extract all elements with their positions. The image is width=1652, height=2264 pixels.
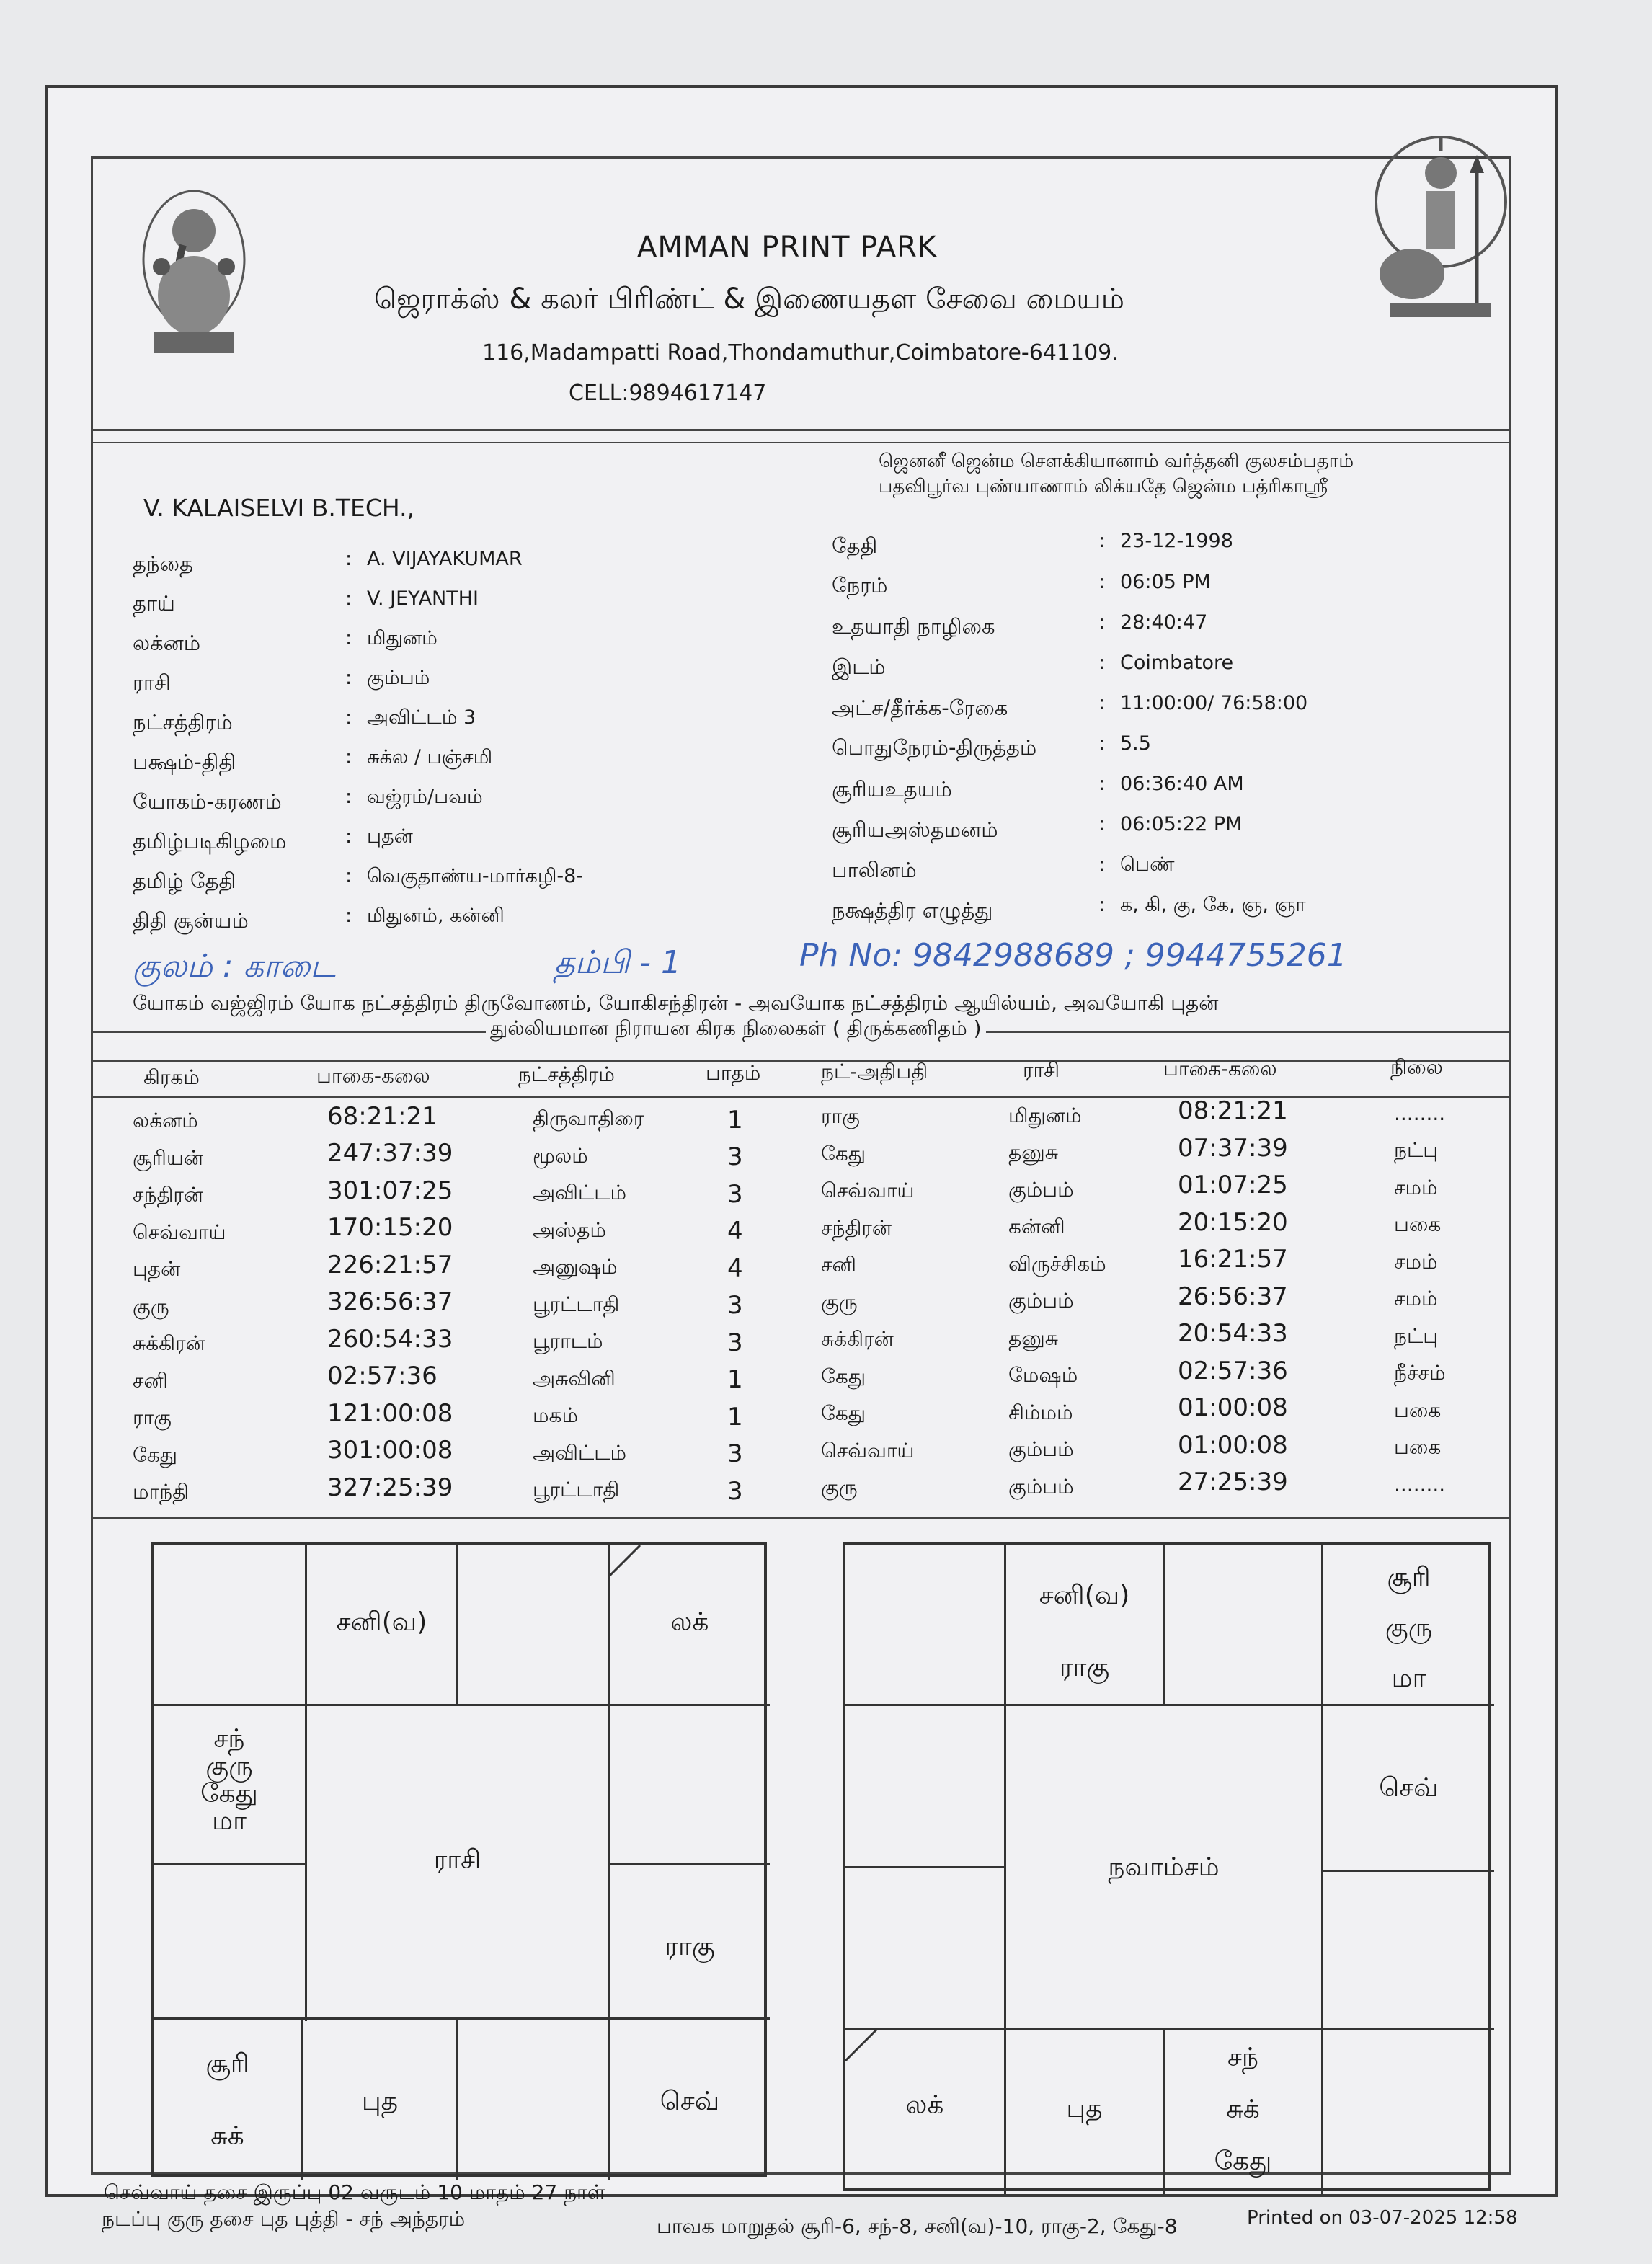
- table-cell: திருவாதிரை: [533, 1106, 644, 1130]
- table-bottom-line: [93, 1517, 1509, 1519]
- detail-sep: :: [345, 865, 352, 887]
- table-cell: அவிட்டம்: [533, 1440, 627, 1465]
- detail-sep: :: [1098, 692, 1106, 714]
- detail-sep: :: [345, 627, 352, 649]
- column-header: நட்-அதிபதி: [821, 1060, 928, 1083]
- rasi-house-2: சனி(வ): [336, 1607, 427, 1637]
- detail-sep: :: [1098, 773, 1106, 795]
- detail-value: 28:40:47: [1120, 611, 1208, 634]
- handwritten-sibling: தம்பி - 1: [554, 944, 682, 981]
- current-dasa: நடப்பு குரு தசை புத புத்தி - சந் அந்தரம்: [102, 2207, 466, 2231]
- detail-value: மிதுனம்: [367, 627, 438, 649]
- table-cell: 01:00:08: [1178, 1430, 1288, 1460]
- detail-value: பெண்: [1120, 853, 1175, 876]
- table-cell: 07:37:39: [1178, 1133, 1288, 1163]
- table-cell: பூரட்டாதி: [533, 1292, 620, 1316]
- rasi-center-label: ராசி: [433, 1845, 481, 1875]
- detail-value: சுக்ல / பஞ்சமி: [367, 746, 493, 768]
- table-cell: சமம்: [1394, 1287, 1438, 1310]
- detail-label: நக்ஷத்திர எழுத்து: [832, 898, 993, 923]
- detail-label: தமிழ்படிகிழமை: [133, 829, 287, 853]
- header-divider: [93, 429, 1509, 431]
- detail-sep: :: [345, 746, 352, 768]
- table-cell: 326:56:37: [327, 1287, 453, 1316]
- table-cell: மிதுனம்: [1008, 1103, 1082, 1127]
- table-cell: அனுஷம்: [533, 1255, 618, 1279]
- column-header: பாதம்: [706, 1061, 761, 1085]
- table-cell: விருச்சிகம்: [1008, 1251, 1106, 1276]
- detail-value: க, கி, கு, கே, ஞ, ஞா: [1120, 894, 1306, 916]
- yoga-line: யோகம் வஜ்ஜிரம் யோக நட்சத்திரம் திருவோணம், யோகிசந்திரன் - அவயோக நட்சத்திரம் ஆயில்யம், அவயோகி புதன்: [133, 991, 1219, 1015]
- column-header: பாகை-கலை: [1163, 1057, 1277, 1080]
- table-cell: பூரட்டாதி: [533, 1478, 620, 1501]
- printed-timestamp: Printed on 03-07-2025 12:58: [1247, 2207, 1518, 2229]
- detail-value: கும்பம்: [367, 667, 430, 689]
- navamsa-house-2: சனி(வ) ராகு: [1039, 1581, 1130, 1682]
- table-cell: 1: [727, 1365, 743, 1394]
- table-cell: 01:00:08: [1178, 1393, 1288, 1422]
- detail-sep: :: [1098, 530, 1106, 552]
- detail-value: V. JEYANTHI: [367, 587, 479, 610]
- table-cell: 20:54:33: [1178, 1319, 1288, 1348]
- detail-value: Coimbatore: [1120, 652, 1234, 674]
- table-cell: செவ்வாய்: [821, 1438, 915, 1462]
- detail-value: மிதுனம், கன்னி: [367, 905, 505, 927]
- detail-label: பக்ஷம்-திதி: [133, 750, 236, 774]
- table-cell: 301:00:08: [327, 1436, 453, 1465]
- table-cell: கும்பம்: [1008, 1289, 1074, 1313]
- detail-value: 23-12-1998: [1120, 530, 1233, 552]
- detail-label: இடம்: [832, 654, 886, 679]
- column-header: கிரகம்: [143, 1065, 200, 1089]
- verse-line-1: ஜெனனீ ஜென்ம சௌக்கியானாம் வர்த்தனி குலசம்பதாம்: [879, 450, 1354, 472]
- detail-value: A. VIJAYAKUMAR: [367, 548, 523, 570]
- detail-label: பொதுநேரம்-திருத்தம்: [832, 735, 1037, 760]
- detail-label: தாய்: [133, 591, 175, 616]
- navamsa-chart: [843, 1542, 1491, 2191]
- table-cell: கும்பம்: [1008, 1177, 1074, 1202]
- table-cell: கும்பம்: [1008, 1474, 1074, 1499]
- lagna-marker: [608, 1545, 644, 1581]
- detail-value: 5.5: [1120, 732, 1151, 755]
- table-cell: 20:15:20: [1178, 1207, 1288, 1237]
- table-cell: பகை: [1394, 1212, 1442, 1236]
- table-cell: 3: [727, 1328, 743, 1357]
- table-title: துல்லியமான நிராயன கிரக நிலைகள் ( திருக்கணிதம் ): [486, 1016, 986, 1043]
- navamsa-house-4: சூரி குரு மா: [1385, 1563, 1433, 1693]
- navamsa-center-label: நவாம்சம்: [1108, 1852, 1220, 1882]
- rasi-house-4: லக்: [670, 1607, 709, 1637]
- navamsa-house-9: புத: [1066, 2094, 1103, 2123]
- detail-sep: :: [1098, 813, 1106, 835]
- table-cell: 3: [727, 1476, 743, 1506]
- table-cell: சூரியன்: [133, 1145, 204, 1170]
- table-cell: 3: [727, 1439, 743, 1468]
- detail-label: உதயாதி நாழிகை: [832, 614, 995, 639]
- table-cell: மகம்: [533, 1403, 578, 1427]
- detail-value: 06:36:40 AM: [1120, 773, 1244, 795]
- table-cell: 01:07:25: [1178, 1171, 1288, 1199]
- table-cell: சனி: [821, 1253, 856, 1277]
- detail-label: திதி சூன்யம்: [133, 908, 249, 933]
- detail-label: யோகம்-கரணம்: [133, 789, 282, 814]
- table-cell: 121:00:08: [327, 1398, 453, 1428]
- table-cell: கேது: [821, 1141, 866, 1166]
- table-cell: 26:56:37: [1178, 1282, 1288, 1311]
- detail-label: தேதி: [832, 533, 878, 558]
- table-cell: 3: [727, 1179, 743, 1209]
- detail-sep: :: [1098, 611, 1106, 634]
- detail-label: ராசி: [133, 670, 171, 695]
- detail-sep: :: [345, 905, 352, 927]
- rasi-chart: [151, 1542, 767, 2177]
- detail-label: சூரியஉதயம்: [832, 777, 952, 802]
- table-cell: 16:21:57: [1178, 1245, 1288, 1274]
- table-cell: 4: [727, 1217, 743, 1246]
- navamsa-lagna-marker: [845, 2028, 881, 2064]
- horoscope-frame: [91, 156, 1511, 2204]
- table-cell: நீச்சம்: [1394, 1361, 1446, 1385]
- detail-sep: :: [345, 667, 352, 689]
- detail-sep: :: [345, 548, 352, 570]
- detail-label: பாலினம்: [832, 858, 917, 882]
- table-cell: 327:25:39: [327, 1473, 453, 1502]
- table-cell: 1: [727, 1402, 743, 1431]
- detail-sep: :: [1098, 571, 1106, 593]
- person-name: V. KALAISELVI B.TECH.,: [143, 494, 415, 522]
- ganesha-image: [122, 173, 266, 368]
- detail-label: தமிழ் தேதி: [133, 869, 236, 893]
- table-cell: 260:54:33: [327, 1324, 453, 1354]
- detail-value: வெகுதாண்ய-மார்கழி-8-: [367, 865, 584, 887]
- table-cell: 3: [727, 1291, 743, 1320]
- navamsa-house-8: சந் சுக் கேது: [1214, 2043, 1272, 2176]
- navamsa-house-10: லக்: [905, 2090, 944, 2120]
- table-cell: 1: [727, 1105, 743, 1135]
- column-header: நிலை: [1390, 1055, 1443, 1079]
- detail-value: 06:05:22 PM: [1120, 813, 1243, 835]
- table-cell: மாந்தி: [133, 1480, 190, 1504]
- dasa-balance: செவ்வாய் தசை இருப்பு 02 வருடம் 10 மாதம் 27 நாள்: [104, 2180, 606, 2204]
- table-cell: குரு: [821, 1475, 858, 1499]
- shop-name: AMMAN PRINT PARK: [637, 231, 938, 264]
- detail-value: 06:05 PM: [1120, 571, 1211, 593]
- table-cell: கேது: [133, 1442, 178, 1467]
- column-header: நட்சத்திரம்: [518, 1062, 615, 1086]
- table-cell: 3: [727, 1142, 743, 1171]
- shop-tagline: ஜெராக்ஸ் & கலர் பிரிண்ட் & இணையதள சேவை மையம்: [374, 283, 1124, 316]
- table-cell: கும்பம்: [1008, 1437, 1074, 1461]
- verse-line-2: பதவிபூர்வ புண்யாணாம் லிக்யதே ஜென்ம பத்ரிகாஸ்ரீ: [879, 476, 1328, 497]
- table-cell: லக்னம்: [133, 1109, 198, 1132]
- detail-label: நேரம்: [832, 573, 888, 598]
- detail-sep: :: [1098, 853, 1106, 876]
- table-cell: 02:57:36: [327, 1362, 438, 1390]
- navamsa-house-5: செவ்: [1379, 1773, 1439, 1803]
- table-cell: கேது: [821, 1401, 866, 1425]
- table-cell: குரு: [821, 1289, 858, 1314]
- table-cell: பகை: [1394, 1435, 1442, 1459]
- handwritten-kulam: குலம் : காடை: [133, 948, 336, 985]
- table-cell: பகை: [1394, 1398, 1442, 1422]
- detail-value: அவிட்டம் 3: [367, 706, 476, 729]
- table-cell: தனுசு: [1008, 1326, 1058, 1350]
- rasi-house-7: செவ்: [660, 2087, 720, 2116]
- table-cell: பூராடம்: [533, 1329, 603, 1353]
- bhava-change: பாவக மாறுதல் சூரி-6, சந்-8, சனி(வ)-10, ராகு-2, கேது-8: [657, 2214, 1178, 2238]
- detail-value: புதன்: [367, 825, 413, 848]
- table-cell: சமம்: [1394, 1175, 1438, 1199]
- header-divider-2: [93, 442, 1509, 443]
- table-cell: மேஷம்: [1008, 1363, 1078, 1387]
- detail-sep: :: [1098, 894, 1106, 916]
- table-cell: ராகு: [821, 1104, 860, 1128]
- shop-address: 116,Madampatti Road,Thondamuthur,Coimbatore-641109.: [482, 340, 1119, 365]
- table-cell: 02:57:36: [1178, 1356, 1288, 1385]
- detail-sep: :: [345, 706, 352, 729]
- table-cell: சனி: [133, 1368, 168, 1393]
- table-cell: அசுவினி: [533, 1366, 616, 1390]
- table-cell: நட்பு: [1394, 1323, 1439, 1348]
- table-cell: கன்னி: [1008, 1215, 1065, 1238]
- table-cell: அவிட்டம்: [533, 1181, 627, 1204]
- table-cell: சிம்மம்: [1008, 1400, 1073, 1424]
- table-cell: சமம்: [1394, 1249, 1438, 1274]
- murugan-image: [1369, 130, 1513, 324]
- rasi-house-12: சந் குரு கேது மா: [200, 1724, 258, 1836]
- detail-value: 11:00:00/ 76:58:00: [1120, 692, 1308, 714]
- table-cell: ராகு: [133, 1406, 172, 1429]
- table-header-bottom: [93, 1096, 1509, 1098]
- table-cell: செவ்வாய்: [133, 1220, 226, 1244]
- table-cell: 08:21:21: [1178, 1096, 1288, 1125]
- column-header: ராசி: [1023, 1058, 1060, 1082]
- table-cell: கேது: [821, 1364, 866, 1388]
- table-cell: 27:25:39: [1178, 1468, 1288, 1496]
- rasi-house-9: புத: [361, 2087, 399, 2116]
- table-cell: 301:07:25: [327, 1176, 453, 1205]
- table-cell: தனுசு: [1008, 1140, 1058, 1164]
- table-cell: சந்திரன்: [821, 1215, 892, 1240]
- table-cell: புதன்: [133, 1257, 181, 1281]
- table-cell: செவ்வாய்: [821, 1178, 915, 1202]
- detail-sep: :: [345, 587, 352, 610]
- table-cell: 170:15:20: [327, 1213, 453, 1242]
- rasi-house-5: ராகு: [665, 1932, 715, 1961]
- table-cell: சந்திரன்: [133, 1183, 204, 1207]
- table-cell: 68:21:21: [327, 1101, 438, 1131]
- detail-label: நட்சத்திரம்: [133, 710, 233, 734]
- table-cell: ........: [1394, 1472, 1446, 1496]
- rasi-house-10: சூரி சுக்: [205, 2049, 249, 2151]
- table-cell: 247:37:39: [327, 1139, 453, 1168]
- detail-label: அட்ச/தீர்க்க-ரேகை: [832, 696, 1008, 720]
- detail-value: வஜ்ரம்/பவம்: [367, 786, 483, 808]
- table-cell: 226:21:57: [327, 1250, 453, 1279]
- column-header: பாகை-கலை: [316, 1064, 430, 1088]
- detail-label: தந்தை: [133, 551, 193, 576]
- detail-label: சூரியஅஸ்தமனம்: [832, 817, 998, 842]
- table-cell: மூலம்: [533, 1143, 588, 1168]
- table-cell: ........: [1394, 1101, 1446, 1125]
- table-cell: 4: [727, 1253, 743, 1283]
- table-cell: குரு: [133, 1294, 169, 1318]
- detail-label: லக்னம்: [133, 631, 201, 655]
- table-cell: சுக்கிரன்: [133, 1331, 205, 1355]
- shop-cell: CELL:9894617147: [569, 381, 767, 406]
- table-cell: சுக்கிரன்: [821, 1327, 894, 1351]
- detail-sep: :: [1098, 732, 1106, 755]
- table-header-top: [93, 1060, 1509, 1062]
- detail-sep: :: [1098, 652, 1106, 674]
- table-cell: நட்பு: [1394, 1138, 1439, 1162]
- detail-sep: :: [345, 786, 352, 808]
- handwritten-phone: Ph No: 9842988689 ; 9944755261: [799, 937, 1347, 974]
- table-cell: அஸ்தம்: [533, 1217, 606, 1242]
- detail-sep: :: [345, 825, 352, 848]
